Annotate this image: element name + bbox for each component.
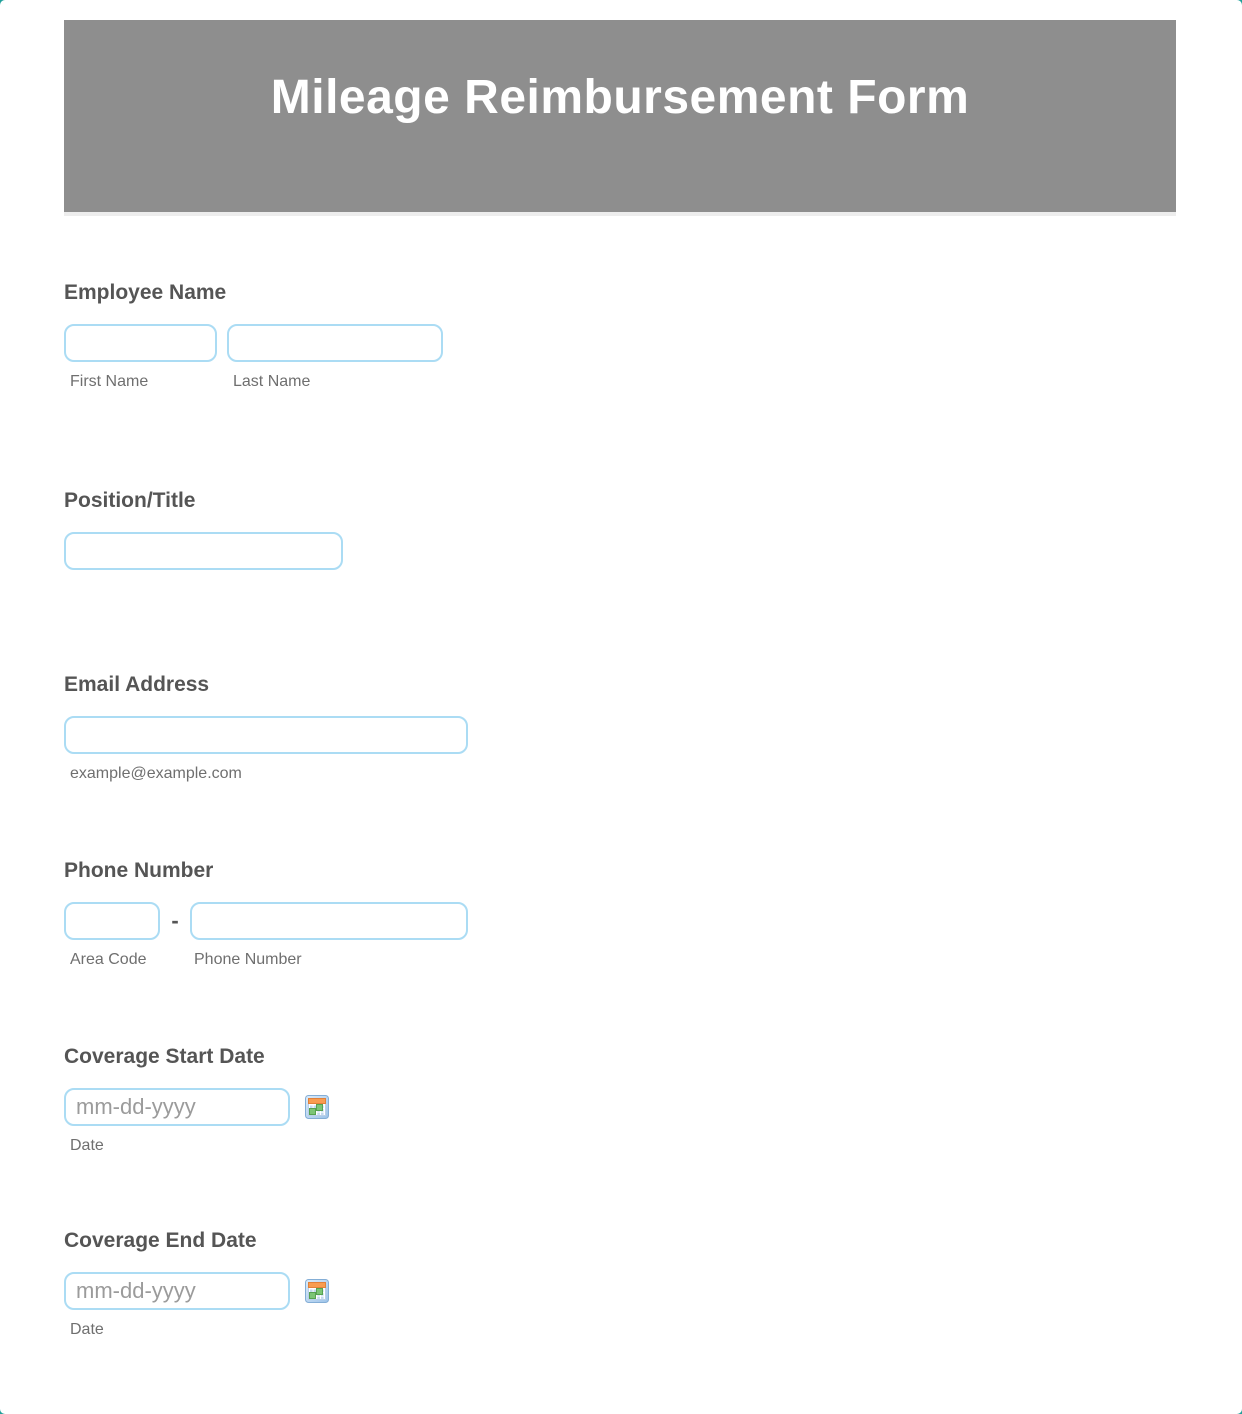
position-title-input[interactable] <box>64 532 343 570</box>
first-name-sublabel: First Name <box>70 373 149 390</box>
coverage-start-date-input[interactable] <box>64 1088 290 1126</box>
field-coverage-start-date <box>64 1045 329 1155</box>
field-phone-number <box>64 859 468 969</box>
coverage-end-calendar-icon[interactable] <box>305 1279 329 1303</box>
field-position-title <box>64 489 343 570</box>
position-title-label: Position/Title <box>64 489 196 512</box>
calendar-icon <box>305 1095 329 1119</box>
coverage-start-calendar-icon[interactable] <box>305 1095 329 1119</box>
coverage-end-date-label: Coverage End Date <box>64 1229 257 1252</box>
field-email-address <box>64 673 468 783</box>
area-code-input[interactable] <box>64 902 160 940</box>
form-header <box>64 20 1176 212</box>
email-address-label: Email Address <box>64 673 210 696</box>
email-sublabel: example@example.com <box>70 765 242 782</box>
form-title: Mileage Reimbursement Form <box>270 71 970 124</box>
last-name-input[interactable] <box>227 324 443 362</box>
phone-number-label: Phone Number <box>64 859 214 882</box>
coverage-end-date-input[interactable] <box>64 1272 290 1310</box>
coverage-start-date-label: Coverage Start Date <box>64 1045 265 1068</box>
field-employee-name <box>64 281 443 391</box>
field-coverage-end-date <box>64 1229 329 1339</box>
email-input[interactable] <box>64 716 468 754</box>
coverage-end-date-sublabel: Date <box>70 1321 104 1338</box>
area-code-sublabel: Area Code <box>70 951 147 968</box>
last-name-sublabel: Last Name <box>233 373 311 390</box>
phone-number-sublabel: Phone Number <box>194 951 302 968</box>
calendar-icon <box>305 1279 329 1303</box>
coverage-start-date-sublabel: Date <box>70 1137 104 1154</box>
phone-number-input[interactable] <box>190 902 468 940</box>
phone-separator: - <box>171 908 179 933</box>
first-name-input[interactable] <box>64 324 217 362</box>
employee-name-label: Employee Name <box>64 281 227 304</box>
